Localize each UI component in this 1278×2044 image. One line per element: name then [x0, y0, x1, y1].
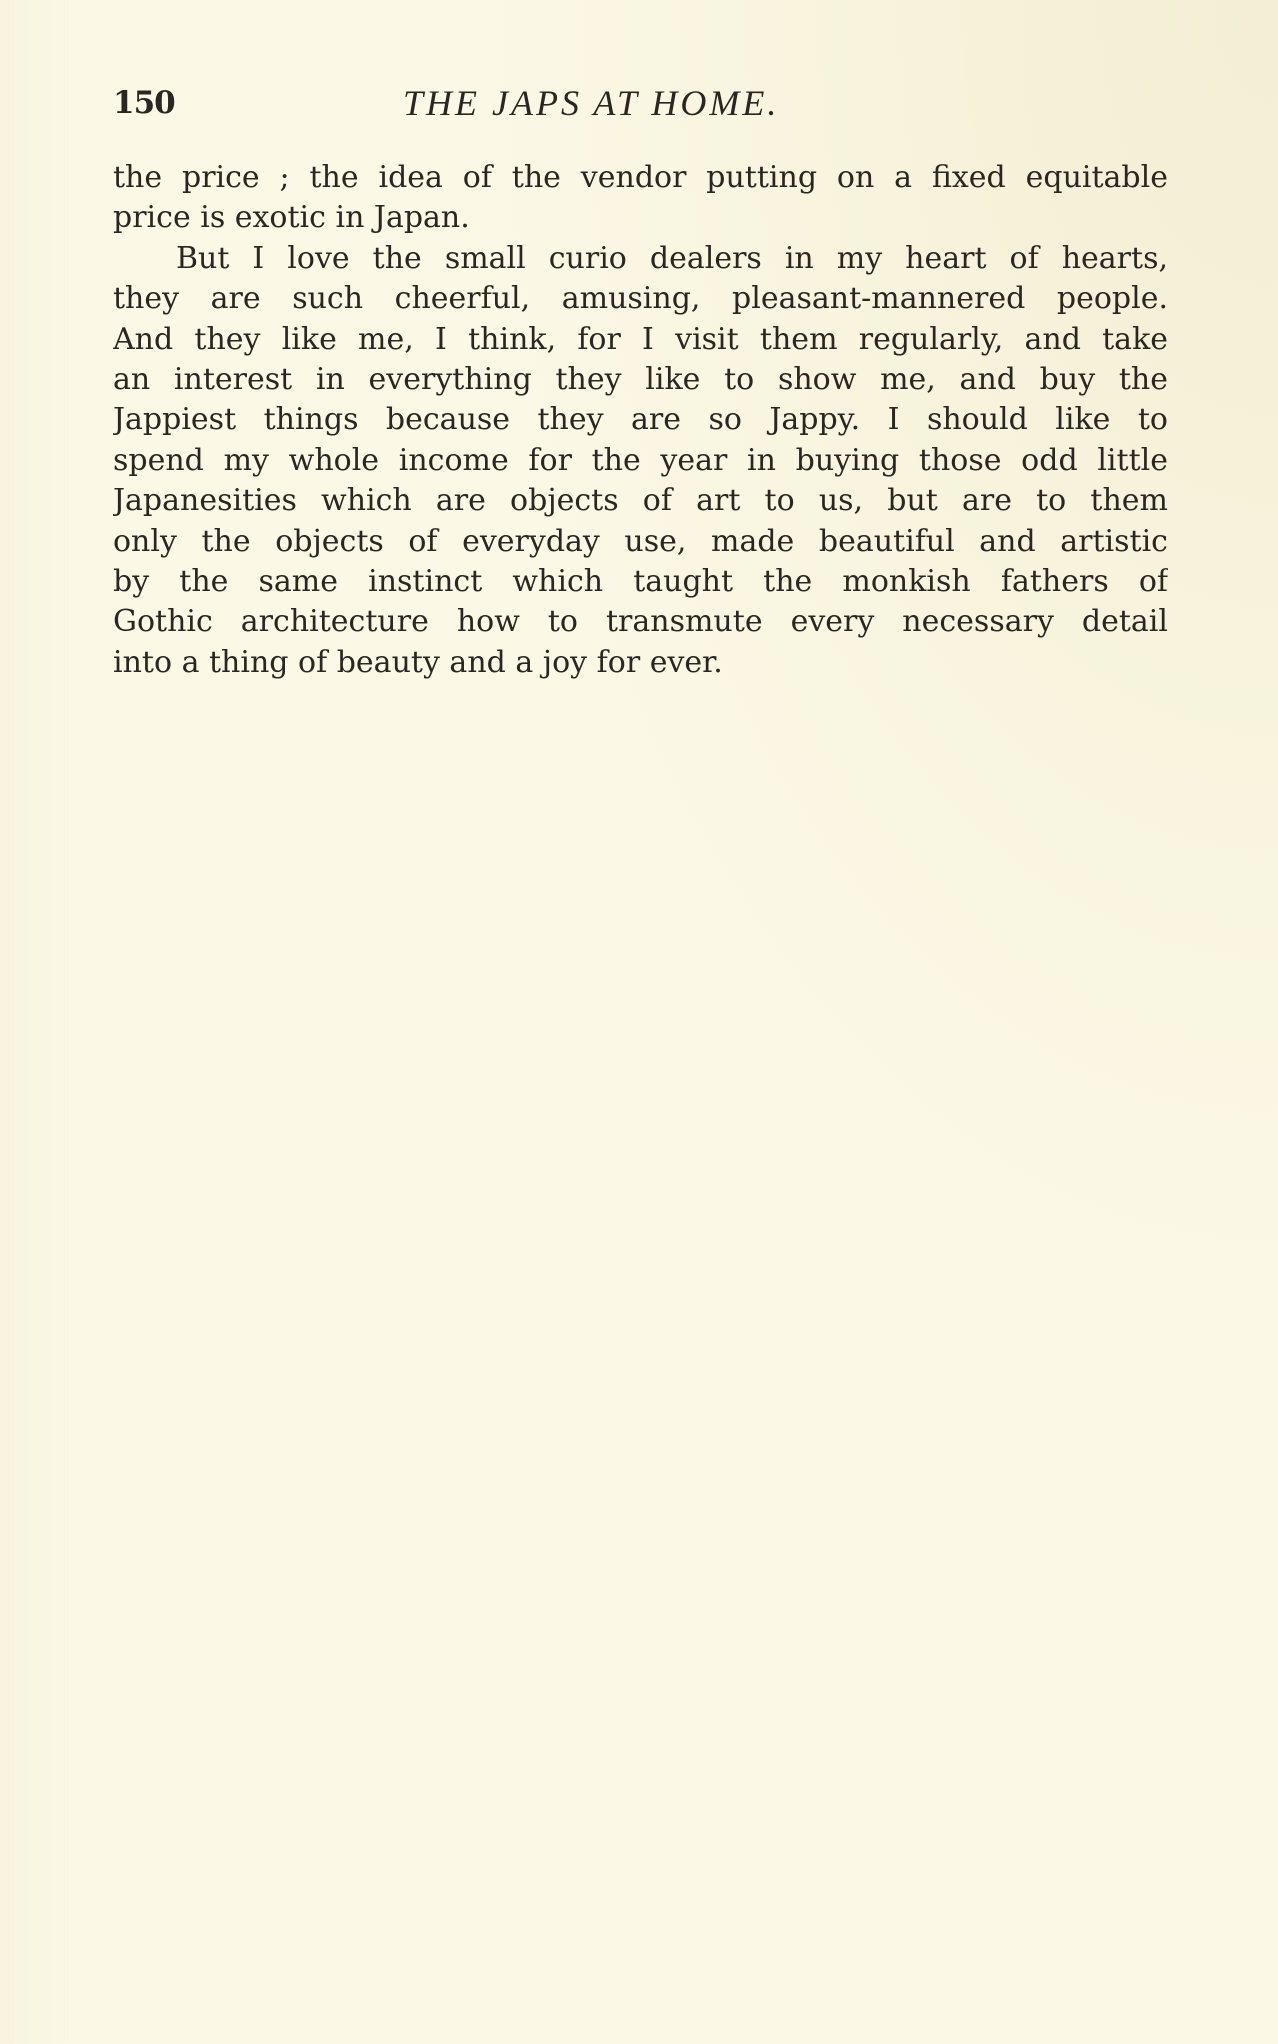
text-line: into a thing of beauty and a joy for ever.	[113, 644, 723, 680]
page-number: 150	[113, 85, 175, 121]
book-title: THE JAPS AT HOME.	[403, 83, 780, 123]
text-line: the price ; the idea of the vendor putting on a fixed equitable	[113, 160, 1168, 195]
text-line: Gothic architecture how to transmute every necessary detail	[113, 604, 1168, 640]
text-line: by the same instinct which taught the monkish fathers of	[113, 563, 1168, 599]
running-head	[113, 78, 1168, 128]
text-line: And they like me, I think, for I visit them regularly, and take	[113, 321, 1168, 357]
text-line: only the objects of everyday use, made beautiful and artistic	[113, 523, 1168, 559]
text-line: spend my whole income for the year in buying those odd little	[113, 442, 1168, 478]
text-line: Japanesities which are objects of art to us, but are to them	[113, 483, 1168, 519]
text-line: But I love the small curio dealers in my heart of hearts,	[176, 240, 1168, 276]
body-text	[113, 158, 1168, 683]
text-line: an interest in everything they like to show me, and buy the	[113, 361, 1168, 397]
text-line: they are such cheerful, amusing, pleasant-mannered people.	[113, 281, 1168, 317]
text-line: Jappiest things because they are so Jappy. I should like to	[113, 402, 1168, 438]
text-line: price is exotic in Japan.	[113, 200, 470, 236]
